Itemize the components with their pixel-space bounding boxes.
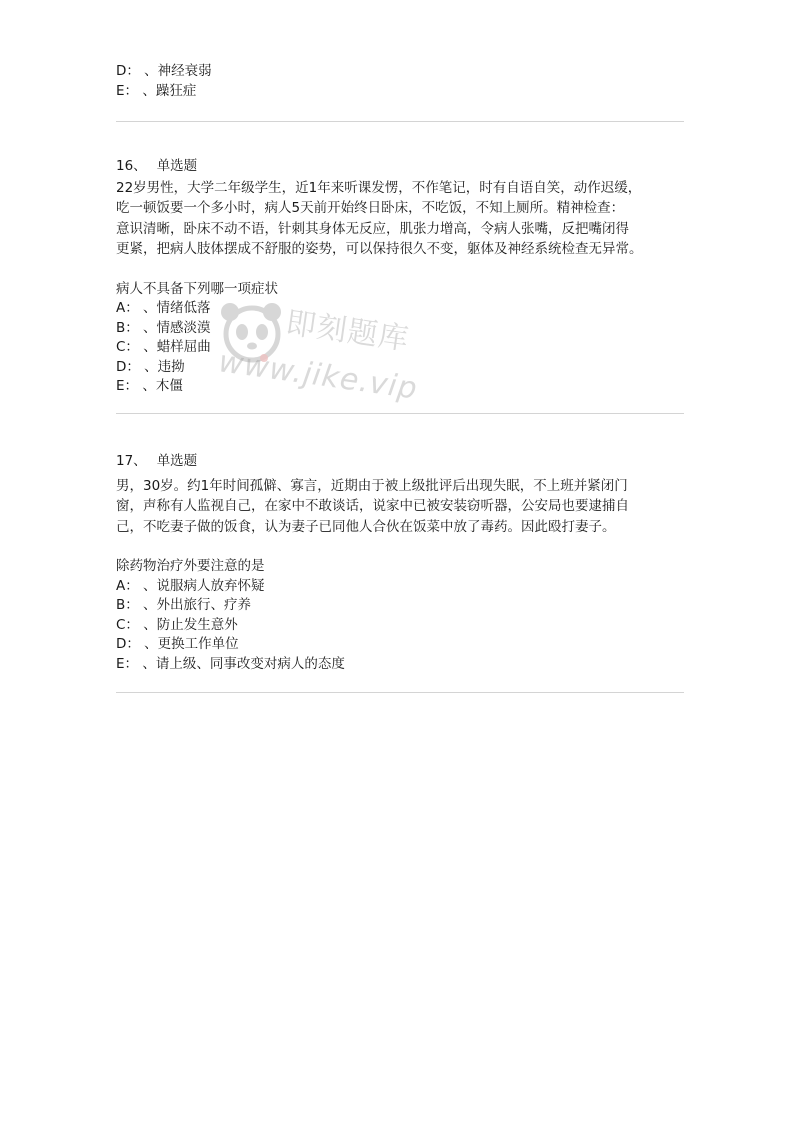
option-list (116, 577, 686, 675)
stem-line: 男，30岁。约1年时间孤僻、寡言，近期由于被上级批评后出现失眠，不上班并紧闭门 (116, 477, 628, 494)
option-b: B： 、情感淡漠 (116, 319, 211, 336)
divider (116, 692, 684, 693)
option-a: A： 、说服病人放弃怀疑 (116, 577, 265, 594)
watermark-brand: 即刻题库 (283, 305, 412, 358)
stem-line: 更紧，把病人肢体摆成不舒服的姿势，可以保持很久不变，躯体及神经系统检查无异常。 (116, 241, 643, 257)
question-number: 17、 (116, 453, 147, 469)
divider (116, 121, 684, 122)
divider (116, 413, 684, 414)
question-16 (116, 157, 686, 397)
option-e: E： 、躁狂症 (116, 82, 197, 99)
option-c: C： 、蜡样屈曲 (116, 339, 211, 355)
question-type: 单选题 (156, 453, 198, 469)
stem-line: 窗，声称有人监视自己，在家中不敢谈话，说家中已被安装窃听器，公安局也要逮捕自 (116, 498, 629, 514)
question-header (116, 452, 686, 472)
option-e: E： 、请上级、同事改变对病人的态度 (116, 655, 345, 672)
question-prompt: 除药物治疗外要注意的是 (116, 558, 265, 574)
option-b: B： 、外出旅行、疗养 (116, 597, 252, 613)
question-number: 16、 (116, 158, 147, 174)
question-stem (116, 178, 686, 260)
stem-line: 吃一顿饭要一个多小时，病人5天前开始终日卧床，不吃饭，不知上厕所。精神检查： (116, 200, 625, 216)
question-prompt: 病人不具备下列哪一项症状 (116, 280, 278, 297)
option-e: E： 、木僵 (116, 378, 183, 394)
question-type: 单选题 (156, 158, 198, 174)
option-list (116, 299, 686, 397)
option-d: D： 、违拗 (116, 358, 185, 375)
question-header (116, 157, 686, 177)
option-a: A： 、情绪低落 (116, 300, 211, 316)
option-d: D： 、神经衰弱 (116, 63, 212, 79)
stem-line: 22岁男性，大学二年级学生，近1年来听课发愣，不作笔记，时有自语自笑，动作迟缓， (116, 179, 642, 196)
question-17 (116, 452, 686, 674)
option-c: C： 、防止发生意外 (116, 616, 238, 633)
question-stem (116, 476, 686, 538)
watermark-url: www.jike.vip (216, 344, 420, 407)
prev-question-options (116, 62, 686, 101)
option-d: D： 、更换工作单位 (116, 636, 239, 652)
stem-line: 己，不吃妻子做的饭食，认为妻子已同他人合伙在饭菜中放了毒药。因此殴打妻子。 (116, 518, 616, 535)
stem-line: 意识清晰，卧床不动不语，针刺其身体无反应，肌张力增高，令病人张嘴，反把嘴闭得 (116, 220, 629, 237)
